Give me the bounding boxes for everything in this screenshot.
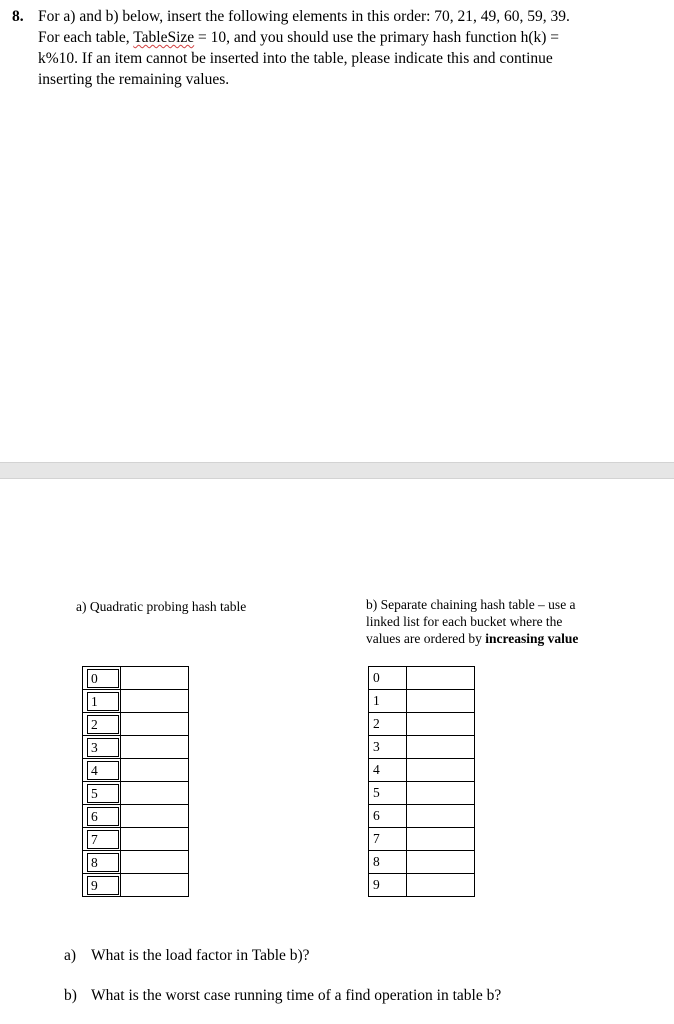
hash-table-row — [83, 667, 189, 690]
bucket-value-cell[interactable] — [121, 713, 189, 736]
question-label: b) — [64, 987, 77, 1004]
table-b-caption-line-3 — [366, 630, 578, 647]
bucket-value-cell[interactable] — [407, 690, 475, 713]
bucket-index: 7 — [373, 831, 380, 846]
bucket-value-cell[interactable] — [121, 805, 189, 828]
bucket-index-cell — [369, 828, 407, 851]
bucket-index: 3 — [87, 738, 119, 757]
bucket-value-cell[interactable] — [121, 782, 189, 805]
problem-line-4: inserting the remaining values. — [38, 71, 230, 88]
bucket-value-cell[interactable] — [121, 874, 189, 897]
bucket-index-cell — [83, 667, 121, 690]
bucket-value-cell[interactable] — [407, 828, 475, 851]
bucket-index: 9 — [373, 877, 380, 892]
hash-table-row — [369, 828, 475, 851]
bucket-value-cell[interactable] — [407, 667, 475, 690]
hash-table-row — [83, 713, 189, 736]
bucket-index: 4 — [373, 762, 380, 777]
bucket-index: 6 — [87, 807, 119, 826]
problem-line-3: k%10. If an item cannot be inserted into the table, please indicate this and continue — [38, 50, 553, 67]
bucket-index-cell — [369, 690, 407, 713]
bucket-index: 8 — [87, 853, 119, 872]
bucket-index-cell — [83, 782, 121, 805]
hash-table-row — [83, 759, 189, 782]
quadratic-probing-table — [82, 666, 189, 897]
hash-table-row — [369, 759, 475, 782]
table-b-caption-emphasis: increasing value — [485, 631, 579, 646]
hash-table-row — [369, 782, 475, 805]
bucket-index-cell — [83, 828, 121, 851]
spellcheck-term: TableSize — [133, 29, 195, 46]
bucket-index-cell — [83, 874, 121, 897]
bucket-index-cell — [369, 667, 407, 690]
bucket-index-cell — [83, 713, 121, 736]
bucket-index: 2 — [373, 716, 380, 731]
bucket-index: 4 — [87, 761, 119, 780]
problem-number: 8. — [12, 8, 24, 25]
bucket-index-cell — [83, 851, 121, 874]
hash-table-row — [83, 828, 189, 851]
problem-line-2 — [38, 28, 559, 49]
bucket-index-cell — [369, 805, 407, 828]
bucket-index-cell — [369, 736, 407, 759]
hash-table-row — [369, 690, 475, 713]
hash-table-row — [369, 713, 475, 736]
hash-table-row — [369, 736, 475, 759]
bucket-value-cell[interactable] — [121, 759, 189, 782]
problem-line-2-suffix: = 10, and you should use the primary hash function h(k) = — [194, 29, 560, 46]
page-divider — [0, 462, 674, 479]
question-b — [64, 987, 501, 1005]
bucket-value-cell[interactable] — [121, 690, 189, 713]
bucket-index: 9 — [87, 876, 119, 895]
bucket-index-cell — [369, 782, 407, 805]
separate-chaining-table — [368, 666, 475, 897]
hash-table-row — [83, 805, 189, 828]
bucket-value-cell[interactable] — [121, 851, 189, 874]
bucket-value-cell[interactable] — [121, 828, 189, 851]
bucket-value-cell[interactable] — [121, 667, 189, 690]
bucket-index: 1 — [373, 693, 380, 708]
hash-table-row — [83, 782, 189, 805]
bucket-value-cell[interactable] — [407, 851, 475, 874]
bucket-index-cell — [83, 736, 121, 759]
bucket-index: 0 — [373, 670, 380, 685]
hash-table-row — [369, 667, 475, 690]
question-a — [64, 947, 310, 965]
bucket-index-cell — [83, 759, 121, 782]
bucket-value-cell[interactable] — [121, 736, 189, 759]
problem-line-2-prefix: For each table, — [38, 29, 134, 46]
bucket-index: 1 — [87, 692, 119, 711]
hash-table-row — [369, 874, 475, 897]
hash-table-row — [369, 805, 475, 828]
bucket-value-cell[interactable] — [407, 736, 475, 759]
bucket-value-cell[interactable] — [407, 874, 475, 897]
table-b-caption-line-3-prefix: values are ordered by — [366, 631, 486, 646]
hash-table-row — [369, 851, 475, 874]
question-text: What is the worst case running time of a find operation in table b? — [91, 987, 502, 1004]
bucket-index-cell — [369, 713, 407, 736]
bucket-index-cell — [83, 805, 121, 828]
bucket-index-cell — [83, 690, 121, 713]
bucket-index-cell — [369, 874, 407, 897]
table-a-caption: a) Quadratic probing hash table — [76, 599, 247, 614]
hash-table-row — [83, 736, 189, 759]
hash-table-row — [83, 874, 189, 897]
bucket-index: 2 — [87, 715, 119, 734]
hash-table-row — [83, 690, 189, 713]
table-b-caption-line-2: linked list for each bucket where the — [366, 614, 563, 629]
bucket-index-cell — [369, 759, 407, 782]
hash-table-row — [83, 851, 189, 874]
bucket-index: 3 — [373, 739, 380, 754]
bucket-value-cell[interactable] — [407, 713, 475, 736]
bucket-index: 7 — [87, 830, 119, 849]
bucket-index: 6 — [373, 808, 380, 823]
table-b-caption — [366, 596, 578, 647]
table-b-caption-line-1: b) Separate chaining hash table – use a — [366, 597, 576, 612]
bucket-value-cell[interactable] — [407, 759, 475, 782]
question-label: a) — [64, 947, 77, 964]
bucket-value-cell[interactable] — [407, 805, 475, 828]
problem-line-1: For a) and b) below, insert the following elements in this order: 70, 21, 49, 60, 59, 39. — [38, 8, 570, 25]
bucket-index: 5 — [87, 784, 119, 803]
bucket-value-cell[interactable] — [407, 782, 475, 805]
bucket-index-cell — [369, 851, 407, 874]
bucket-index: 0 — [87, 669, 119, 688]
question-text: What is the load factor in Table b)? — [91, 947, 310, 964]
bucket-index: 8 — [373, 854, 380, 869]
bucket-index: 5 — [373, 785, 380, 800]
